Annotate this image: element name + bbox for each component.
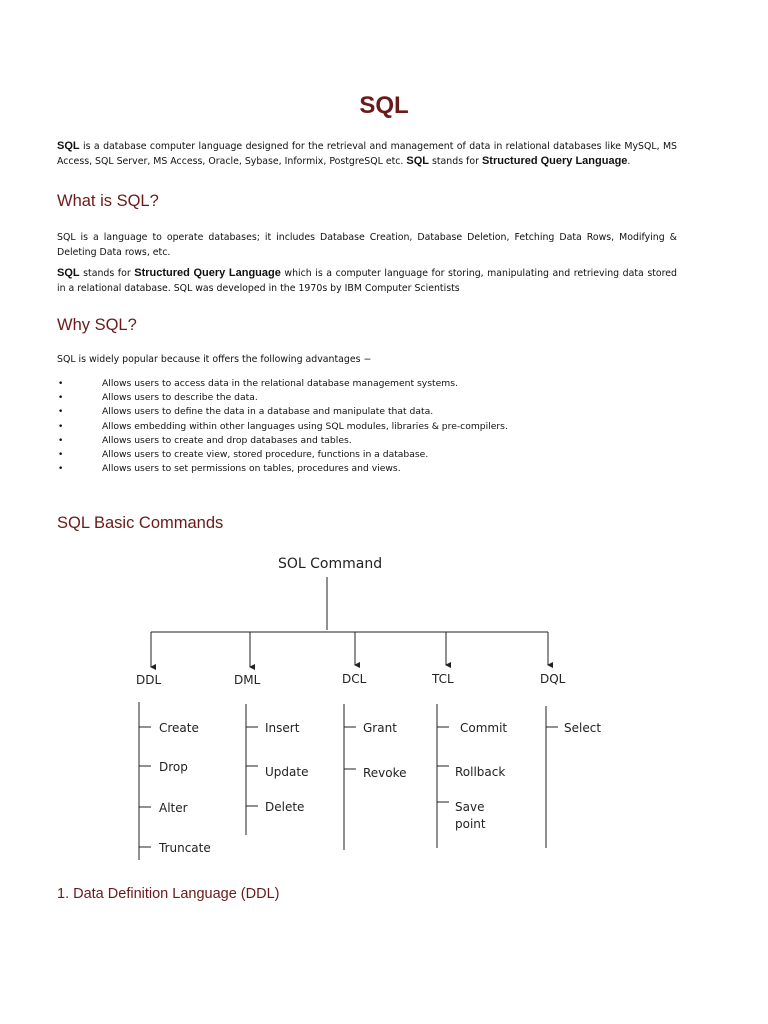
heading-what-is-sql: What is SQL? xyxy=(57,192,159,210)
category-dcl: DCL xyxy=(342,672,367,686)
list-item: • Allows users to access data in the relational database management systems. xyxy=(57,377,677,391)
category-ddl: DDL xyxy=(136,673,162,687)
bullet-icon: • xyxy=(58,421,64,432)
bold-term: SQL xyxy=(406,155,430,167)
list-item: • Allows users to describe the data. xyxy=(57,391,677,405)
why-intro: SQL is widely popular because it offers the following advantages − xyxy=(57,354,372,365)
bold-term: SQL xyxy=(57,140,80,152)
bullet-icon: • xyxy=(58,379,64,389)
diagram-root: SOL Command xyxy=(278,556,383,572)
bold-term: SQL xyxy=(57,267,80,279)
what-paragraph-2: SQL stands for Structured Query Language which is a computer language for storing, manipulating and retrieving data stored in a relational database. SQL was developed in the 1970s by IBM Computer Scientists xyxy=(57,267,677,294)
dcl-item: Grant xyxy=(363,721,397,735)
list-item: • Allows users to set permissions on tables, procedures and views. xyxy=(57,462,677,476)
dml-item: Delete xyxy=(265,800,305,814)
list-item: • Allows users to create and drop databases and tables. xyxy=(57,434,677,448)
heading-why-sql: Why SQL? xyxy=(57,316,137,334)
category-dql: DQL xyxy=(540,672,566,686)
bullet-icon: • xyxy=(58,393,64,404)
dcl-item: Revoke xyxy=(363,766,407,780)
ddl-item: Alter xyxy=(159,801,188,815)
dql-item: Select xyxy=(564,721,602,735)
category-tcl: TCL xyxy=(432,672,454,686)
page-title: SQL xyxy=(359,92,409,119)
ddl-item: Drop xyxy=(159,760,188,774)
advantages-list xyxy=(57,377,677,476)
list-item: • Allows users to define the data in a database and manipulate that data. xyxy=(57,405,677,419)
category-dml: DML xyxy=(234,673,261,687)
tcl-item: point xyxy=(455,817,486,831)
tcl-item: Commit xyxy=(460,721,508,735)
list-item: • Allows users to create view, stored procedure, functions in a database. xyxy=(57,448,677,462)
dml-item: Insert xyxy=(265,721,300,735)
bullet-icon: • xyxy=(58,449,64,460)
sql-command-diagram xyxy=(0,545,768,875)
what-paragraph-1: SQL is a language to operate databases; it includes Database Creation, Database Deletion, Fetching Data Rows, Modifying & Deleting Data rows, etc. xyxy=(57,232,677,258)
tcl-item: Rollback xyxy=(455,765,506,779)
intro-paragraph: SQL is a database computer language designed for the retrieval and management of data in relational databases like MySQL, MS Access, SQL Server, MS Access, Oracle, Sybase, Informix, PostgreSQL etc. SQL stands for Structured Query Language. xyxy=(57,140,677,167)
bold-term: Structured Query Language xyxy=(134,267,281,279)
heading-ddl: 1. Data Definition Language (DDL) xyxy=(57,886,280,902)
list-item: • Allows embedding within other languages using SQL modules, libraries & pre-compilers. xyxy=(57,420,677,434)
bullet-icon: • xyxy=(58,407,64,418)
dml-item: Update xyxy=(265,765,309,779)
ddl-item: Create xyxy=(159,721,199,735)
bullet-icon: • xyxy=(58,464,64,475)
tcl-item: Save xyxy=(455,800,485,814)
bullet-icon: • xyxy=(58,435,64,446)
ddl-item: Truncate xyxy=(159,841,211,855)
heading-sql-basic-commands: SQL Basic Commands xyxy=(57,514,224,532)
bold-term: Structured Query Language xyxy=(481,155,628,167)
